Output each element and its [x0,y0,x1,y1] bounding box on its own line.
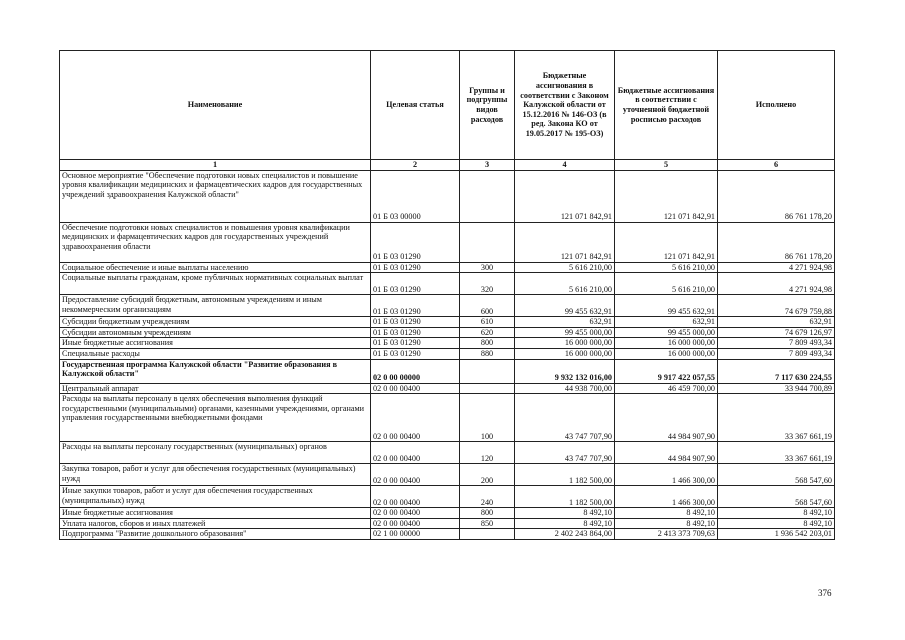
table-row [60,529,835,540]
table-row [60,262,835,273]
header-law-allocations: Бюджетные ассигнования в соответствии с Законом Калужской области от 15.12.2016 № 146-ОЗ (в ред. Закона КО от 19.05.2017 № 195-ОЗ) [515,51,615,160]
row-expense-group: 120 [460,442,515,464]
table-row [60,170,835,222]
header-name: Наименование [60,51,371,160]
row-target-article: 01 Б 03 01290 [371,348,460,359]
row-target-article: 01 Б 03 00000 [371,170,460,222]
row-refined-amount: 8 492,10 [615,508,718,519]
row-expense-group: 320 [460,273,515,295]
column-number: 5 [615,160,718,171]
row-law-amount: 16 000 000,00 [515,338,615,349]
row-refined-amount: 16 000 000,00 [615,348,718,359]
row-target-article: 02 0 00 00000 [371,359,460,383]
row-expense-group [460,359,515,383]
table-row [60,464,835,486]
row-target-article: 02 0 00 00400 [371,383,460,394]
row-executed-amount: 632,91 [718,317,835,328]
row-executed-amount: 33 944 700,89 [718,383,835,394]
row-name: Субсидии бюджетным учреждениям [60,317,371,328]
row-name: Государственная программа Калужской области "Развитие образования в Калужской области" [60,359,371,383]
row-name: Уплата налогов, сборов и иных платежей [60,518,371,529]
row-refined-amount: 121 071 842,91 [615,170,718,222]
row-executed-amount: 7 809 493,34 [718,348,835,359]
row-law-amount: 99 455 632,91 [515,295,615,317]
row-refined-amount: 2 413 373 709,63 [615,529,718,540]
row-executed-amount: 74 679 759,88 [718,295,835,317]
row-executed-amount: 7 117 630 224,55 [718,359,835,383]
row-refined-amount: 8 492,10 [615,518,718,529]
row-executed-amount: 86 761 178,20 [718,222,835,262]
row-name: Иные закупки товаров, работ и услуг для обеспечения государственных (муниципальных) нужд [60,486,371,508]
row-target-article: 01 Б 03 01290 [371,327,460,338]
header-expense-groups: Группы и подгруппы видов расходов [460,51,515,160]
row-refined-amount: 46 459 700,00 [615,383,718,394]
row-expense-group: 850 [460,518,515,529]
row-target-article: 02 0 00 00400 [371,464,460,486]
header-refined-allocations: Бюджетные ассигнования в соответствии с уточненной бюджетной росписью расходов [615,51,718,160]
table-row [60,383,835,394]
table-row [60,518,835,529]
row-expense-group: 240 [460,486,515,508]
row-target-article: 01 Б 03 01290 [371,317,460,328]
row-target-article: 02 0 00 00400 [371,394,460,442]
row-name: Специальные расходы [60,348,371,359]
row-name: Подпрограмма "Развитие дошкольного образования" [60,529,371,540]
row-name: Расходы на выплаты персоналу в целях обеспечения выполнения функций государственными (муниципальными) органами, казенными учреждениями, органами управления государственными внебюджетными фондами [60,394,371,442]
row-refined-amount: 5 616 210,00 [615,273,718,295]
row-law-amount: 5 616 210,00 [515,262,615,273]
row-name: Субсидии автономным учреждениям [60,327,371,338]
row-target-article: 02 0 00 00400 [371,442,460,464]
row-law-amount: 8 492,10 [515,508,615,519]
row-name: Расходы на выплаты персоналу государственных (муниципальных) органов [60,442,371,464]
page-number: 376 [818,588,832,598]
table-row [60,508,835,519]
row-target-article: 01 Б 03 01290 [371,338,460,349]
row-name: Центральный аппарат [60,383,371,394]
row-target-article: 02 0 00 00400 [371,518,460,529]
row-law-amount: 1 182 500,00 [515,486,615,508]
row-expense-group: 800 [460,508,515,519]
row-expense-group: 200 [460,464,515,486]
row-refined-amount: 16 000 000,00 [615,338,718,349]
row-name: Социальные выплаты гражданам, кроме публичных нормативных социальных выплат [60,273,371,295]
table-row [60,273,835,295]
row-executed-amount: 33 367 661,19 [718,394,835,442]
row-refined-amount: 121 071 842,91 [615,222,718,262]
row-executed-amount: 4 271 924,98 [718,273,835,295]
row-refined-amount: 99 455 632,91 [615,295,718,317]
row-law-amount: 632,91 [515,317,615,328]
row-law-amount: 121 071 842,91 [515,170,615,222]
row-executed-amount: 568 547,60 [718,486,835,508]
header-target-article: Целевая статья [371,51,460,160]
table-row [60,338,835,349]
table-row [60,442,835,464]
row-refined-amount: 44 984 907,90 [615,442,718,464]
row-target-article: 02 0 00 00400 [371,508,460,519]
column-number: 4 [515,160,615,171]
row-expense-group [460,170,515,222]
row-executed-amount: 8 492,10 [718,508,835,519]
row-expense-group [460,529,515,540]
row-expense-group: 800 [460,338,515,349]
row-law-amount: 5 616 210,00 [515,273,615,295]
row-target-article: 01 Б 03 01290 [371,273,460,295]
budget-table [59,50,835,540]
row-refined-amount: 632,91 [615,317,718,328]
table-row [60,348,835,359]
column-number: 6 [718,160,835,171]
row-name: Предоставление субсидий бюджетным, автономным учреждениям и иным некоммерческим организациям [60,295,371,317]
row-expense-group: 880 [460,348,515,359]
row-expense-group: 620 [460,327,515,338]
table-body [60,170,835,539]
row-name: Обеспечение подготовки новых специалистов и повышения уровня квалификации медицинских и фармацевтических кадров для государственных учреждений здравоохранения области [60,222,371,262]
row-target-article: 02 1 00 00000 [371,529,460,540]
row-law-amount: 44 938 700,00 [515,383,615,394]
header-row [60,51,835,160]
row-law-amount: 43 747 707,90 [515,394,615,442]
row-executed-amount: 8 492,10 [718,518,835,529]
row-name: Закупка товаров, работ и услуг для обеспечения государственных (муниципальных) нужд [60,464,371,486]
row-name: Иные бюджетные ассигнования [60,508,371,519]
row-name: Социальное обеспечение и иные выплаты населению [60,262,371,273]
table-row [60,327,835,338]
row-law-amount: 8 492,10 [515,518,615,529]
row-law-amount: 43 747 707,90 [515,442,615,464]
table-row [60,359,835,383]
table-row [60,394,835,442]
row-law-amount: 16 000 000,00 [515,348,615,359]
column-number-row [60,160,835,171]
row-executed-amount: 1 936 542 203,01 [718,529,835,540]
table-row [60,486,835,508]
row-expense-group [460,383,515,394]
column-number: 3 [460,160,515,171]
row-expense-group: 610 [460,317,515,328]
row-target-article: 01 Б 03 01290 [371,295,460,317]
row-refined-amount: 5 616 210,00 [615,262,718,273]
row-law-amount: 2 402 243 864,00 [515,529,615,540]
row-refined-amount: 1 466 300,00 [615,464,718,486]
row-refined-amount: 1 466 300,00 [615,486,718,508]
row-law-amount: 121 071 842,91 [515,222,615,262]
row-executed-amount: 86 761 178,20 [718,170,835,222]
table-row [60,295,835,317]
row-law-amount: 1 182 500,00 [515,464,615,486]
row-executed-amount: 4 271 924,98 [718,262,835,273]
header-executed: Исполнено [718,51,835,160]
table-row [60,317,835,328]
row-law-amount: 99 455 000,00 [515,327,615,338]
row-executed-amount: 74 679 126,97 [718,327,835,338]
row-refined-amount: 44 984 907,90 [615,394,718,442]
row-target-article: 02 0 00 00400 [371,486,460,508]
row-target-article: 01 Б 03 01290 [371,262,460,273]
row-expense-group: 100 [460,394,515,442]
row-refined-amount: 99 455 000,00 [615,327,718,338]
row-expense-group [460,222,515,262]
column-number: 2 [371,160,460,171]
row-target-article: 01 Б 03 01290 [371,222,460,262]
row-name: Основное мероприятие "Обеспечение подготовки новых специалистов и повышение уровня квалификации медицинских и фармацевтических кадров для государственных учреждений здравоохранения Калужской области" [60,170,371,222]
row-expense-group: 600 [460,295,515,317]
row-expense-group: 300 [460,262,515,273]
row-executed-amount: 33 367 661,19 [718,442,835,464]
row-executed-amount: 568 547,60 [718,464,835,486]
row-executed-amount: 7 809 493,34 [718,338,835,349]
column-number: 1 [60,160,371,171]
row-law-amount: 9 932 132 016,00 [515,359,615,383]
row-refined-amount: 9 917 422 057,55 [615,359,718,383]
row-name: Иные бюджетные ассигнования [60,338,371,349]
table-row [60,222,835,262]
